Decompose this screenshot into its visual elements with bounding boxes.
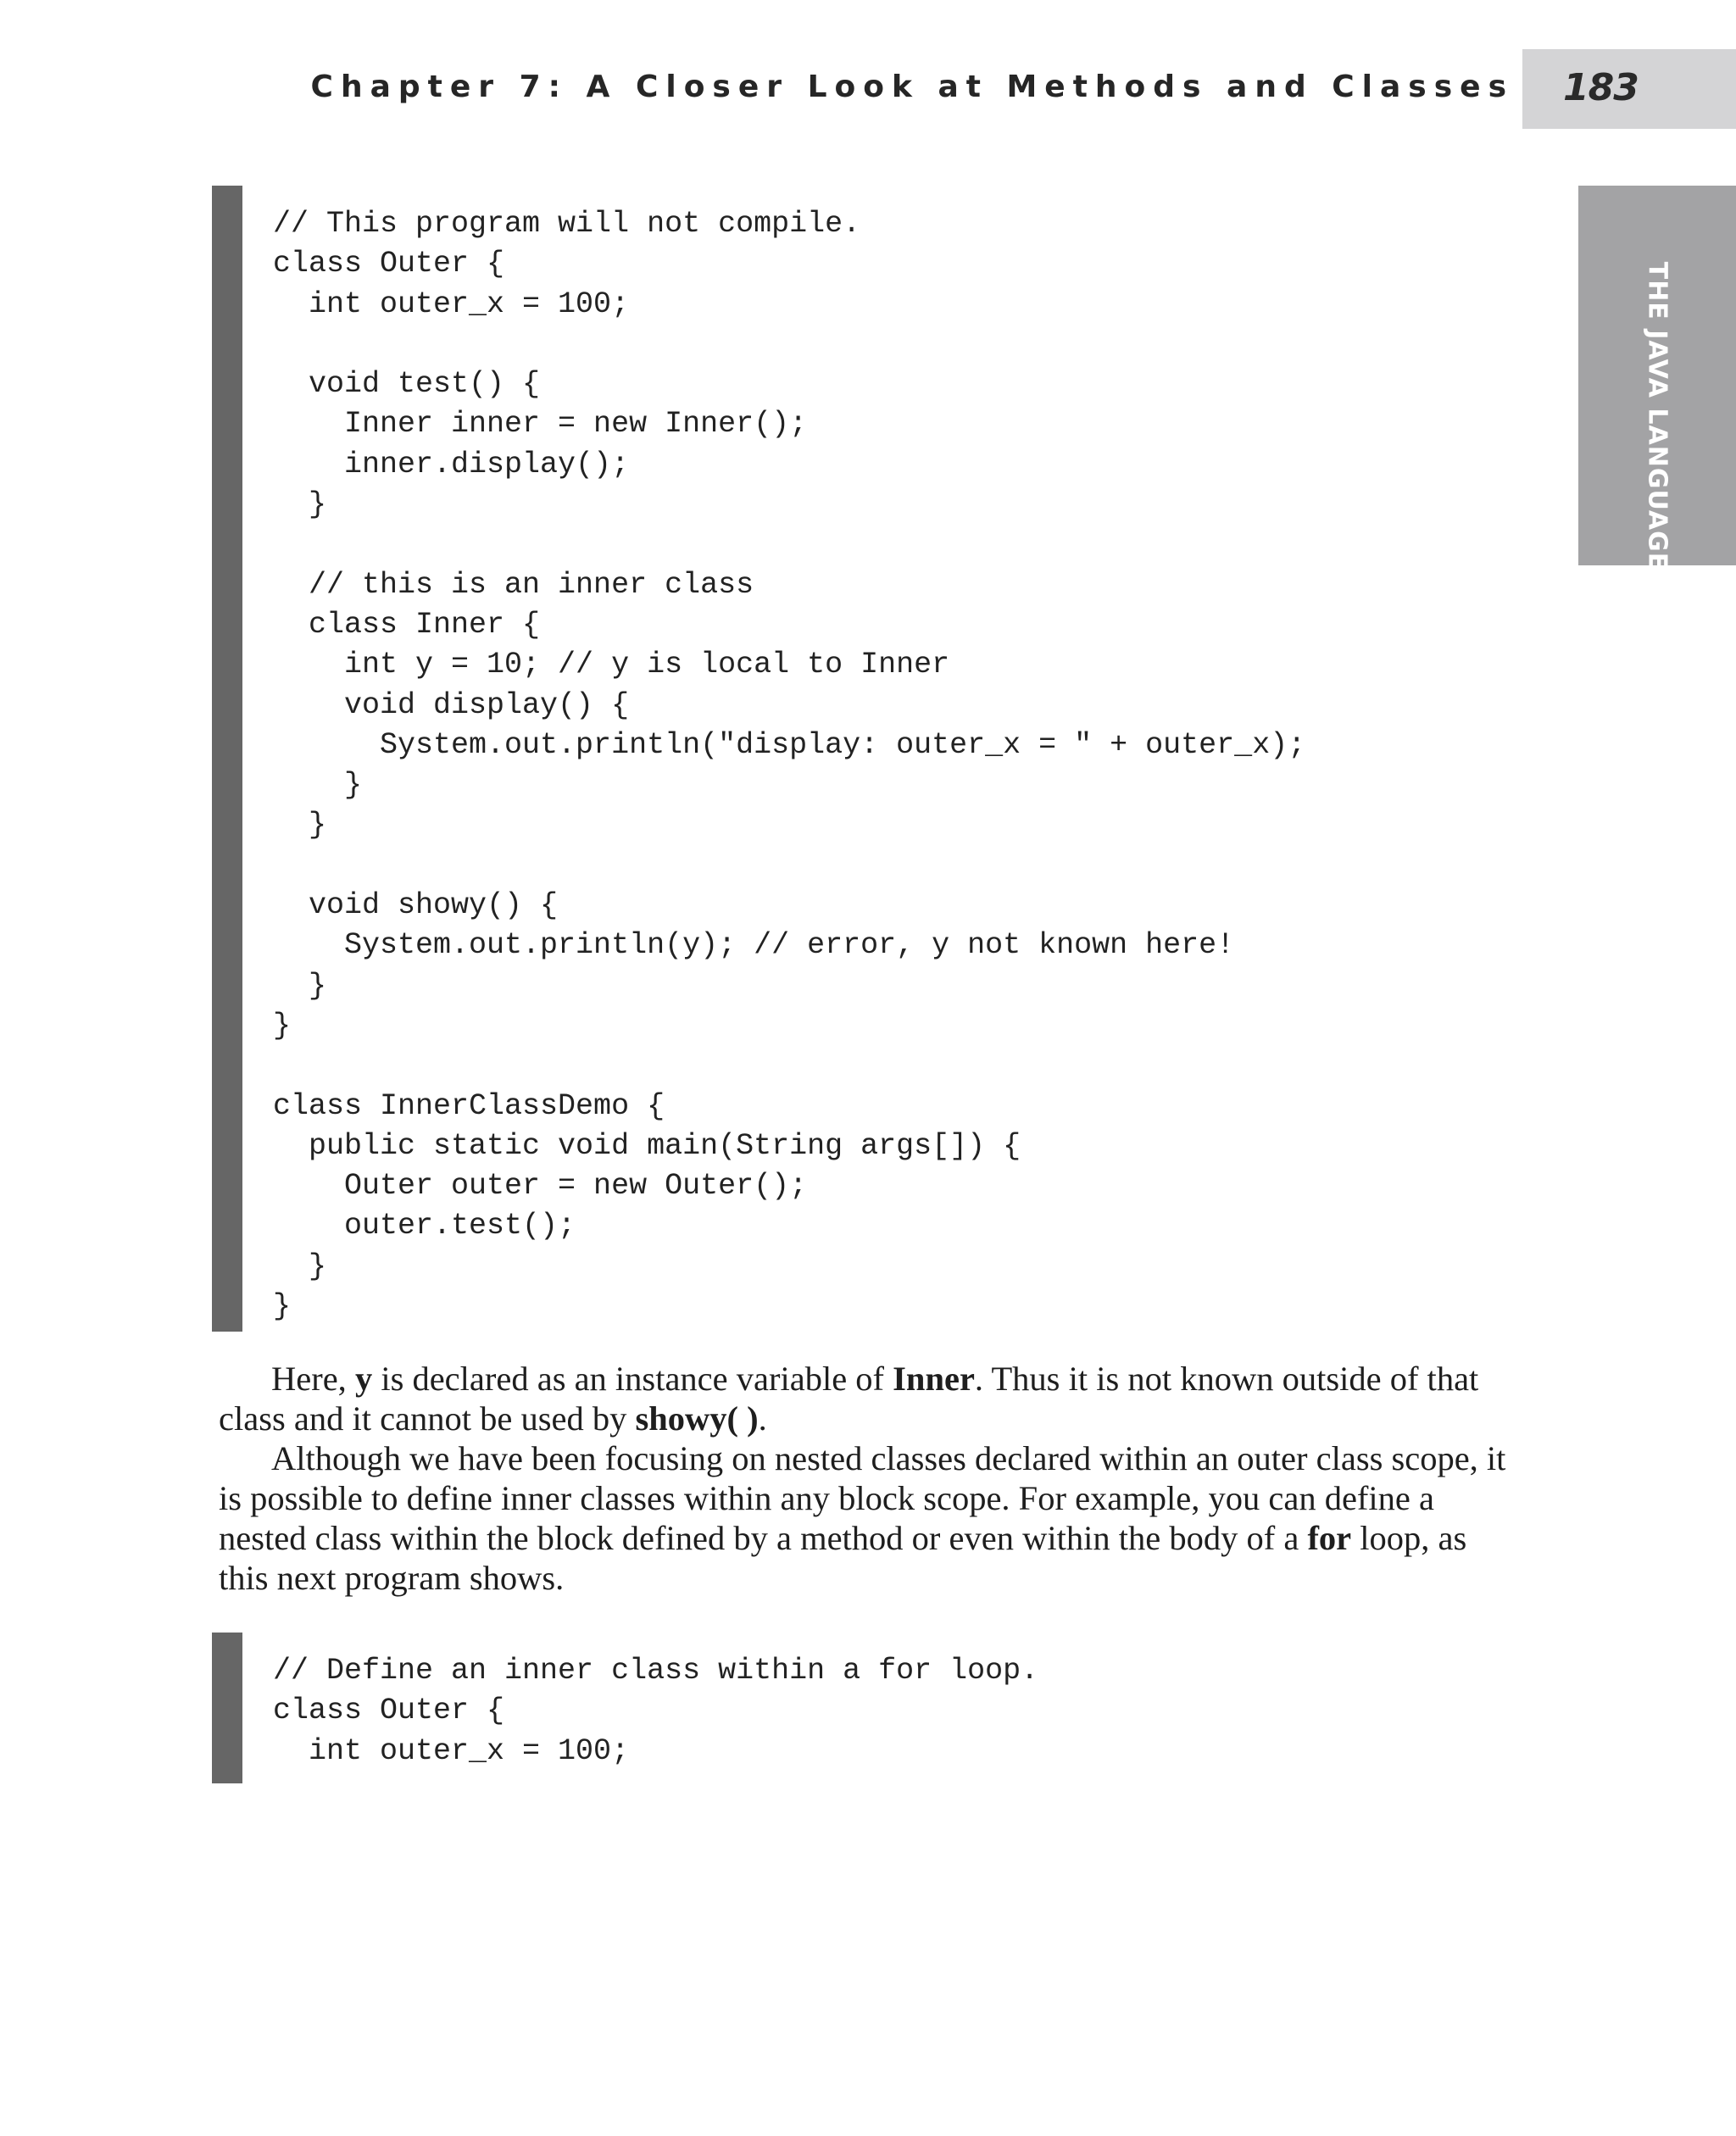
code-term-showy: showy( ) [635,1399,759,1438]
page-number: 183 [1563,66,1639,109]
code-listing-text: // Define an inner class within a for loop. class Outer { int outer_x = 100; [273,1654,1039,1768]
paragraph-2 [219,1438,1507,1598]
paragraph-2-text-b: loop, as this next program shows. [219,1519,1467,1597]
code-listing-text: // This program will not compile. class Outer { int outer_x = 100; void test() { Inner inner = new Inner(); inner.display(); } // this is an inner class class Inner { int y = 10; // y is local to Inner void display() { System.out.println("display: outer_x = " + outer_x); } } void showy() { System.out.println(y); // error, y not known here! } } class InnerClassDemo { public static void main(String args[]) { Outer outer = new Outer(); outer.test(); } } [273,207,1306,1324]
paragraph-1-text-d: . [758,1399,767,1438]
paragraph-2-text-a: Although we have been focusing on nested classes declared within an outer class scope, it is possible to define inner classes within any block scope. For example, you can define a nested class within the block defined by a method or even within the body of a [219,1439,1506,1557]
code-term-for: for [1307,1519,1352,1557]
code-term-y: y [354,1360,373,1398]
page-number-box [1522,49,1736,129]
code-listing-bar [212,186,242,1332]
section-side-tab [1578,186,1736,571]
paragraph-1-text-b: is declared as an instance variable of [372,1360,893,1398]
side-tab-label: THE JAVA LANGUAGE [1642,261,1672,571]
paragraph-1-text-a: Here, [271,1360,355,1398]
body-text [219,1359,1507,1598]
code-listing-bar [212,1633,242,1783]
paragraph-1-text-c: . Thus it is not known outside of that class and it cannot be used by [219,1360,1479,1438]
code-term-inner: Inner [893,1360,975,1398]
paragraph-1 [219,1359,1507,1438]
running-header: Chapter 7: A Closer Look at Methods and Classes [310,70,1514,104]
